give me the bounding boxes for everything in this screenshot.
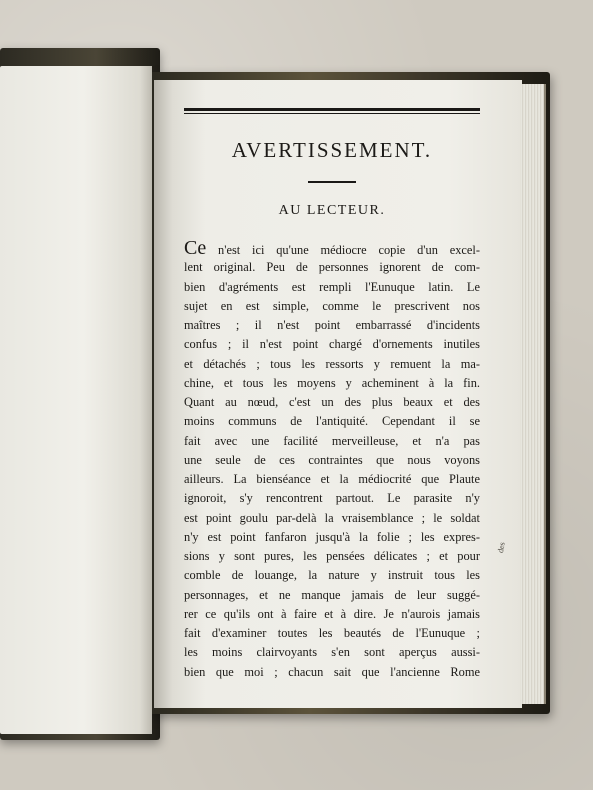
- text-line: [184, 239, 480, 258]
- text-line: personnages, et ne manque jamais de leur suggé-: [184, 587, 480, 602]
- text-line-content: n'est ici qu'une médiocre copie d'un excel-: [206, 243, 480, 257]
- top-rule-thin: [184, 113, 480, 114]
- margin-mark: des: [495, 541, 507, 554]
- left-blank-page: [0, 66, 152, 734]
- text-line: chine, et tous les moyens y acheminent à la fin.: [184, 375, 480, 390]
- text-line: ailleurs. La bienséance et la médiocrité que Plaute: [184, 472, 480, 486]
- drop-cap: Ce: [184, 239, 207, 259]
- text-line: rer ce qu'ils ont à faire et à dire. Je n'aurois jamais: [184, 606, 480, 621]
- text-line: n'y est point fanfaron jusqu'à la folie ; les expres-: [184, 529, 480, 544]
- text-line: lent original. Peu de personnes ignorent de com-: [184, 260, 480, 275]
- text-line: sions y sont pures, les pensées délicates ; et pour: [184, 549, 480, 563]
- text-line: sujet en est simple, comme le prescrivent nos: [184, 298, 480, 313]
- text-line: Quant au nœud, c'est un des plus beaux et des: [184, 395, 480, 409]
- text-line: les moins clairvoyants s'en sont aperçus aussi-: [184, 645, 480, 660]
- text-line: comble de louange, la nature y instruit tous les: [184, 568, 480, 583]
- page-subtitle: AU LECTEUR.: [278, 203, 386, 218]
- page-text-block: [184, 108, 480, 682]
- text-line: fait avec une facilité merveilleuse, et n'a pas: [184, 433, 480, 448]
- title-rule: [308, 181, 356, 183]
- text-line: fait d'examiner toutes les beautés de l'Eunuque ;: [184, 626, 480, 640]
- text-line: bien d'agréments est rempli l'Eunuque latin. Le: [184, 279, 480, 294]
- text-line: et détachés ; tous les ressorts y remuent la ma-: [184, 356, 480, 371]
- text-line: confus ; il n'est point chargé d'ornements inutiles: [184, 337, 480, 352]
- page-edges: [520, 84, 546, 704]
- text-line: une seule de ces contraintes que nous voyons: [184, 452, 480, 467]
- top-rule-thick: [184, 108, 480, 111]
- text-line: est point goulu par-delà la vraisemblance ; le soldat: [184, 510, 480, 525]
- page-title: AVERTISSEMENT.: [231, 138, 433, 162]
- text-line: ignoroit, s'y rencontrent partout. Le parasite n'y: [184, 491, 480, 506]
- text-line: bien que moi ; chacun sait que l'ancienne Rome: [184, 664, 480, 679]
- text-line: maîtres ; il n'est point embarrassé d'incidents: [184, 318, 480, 332]
- body-text: [184, 239, 480, 682]
- text-line: moins communs de l'antiquité. Cependant il se: [184, 414, 480, 429]
